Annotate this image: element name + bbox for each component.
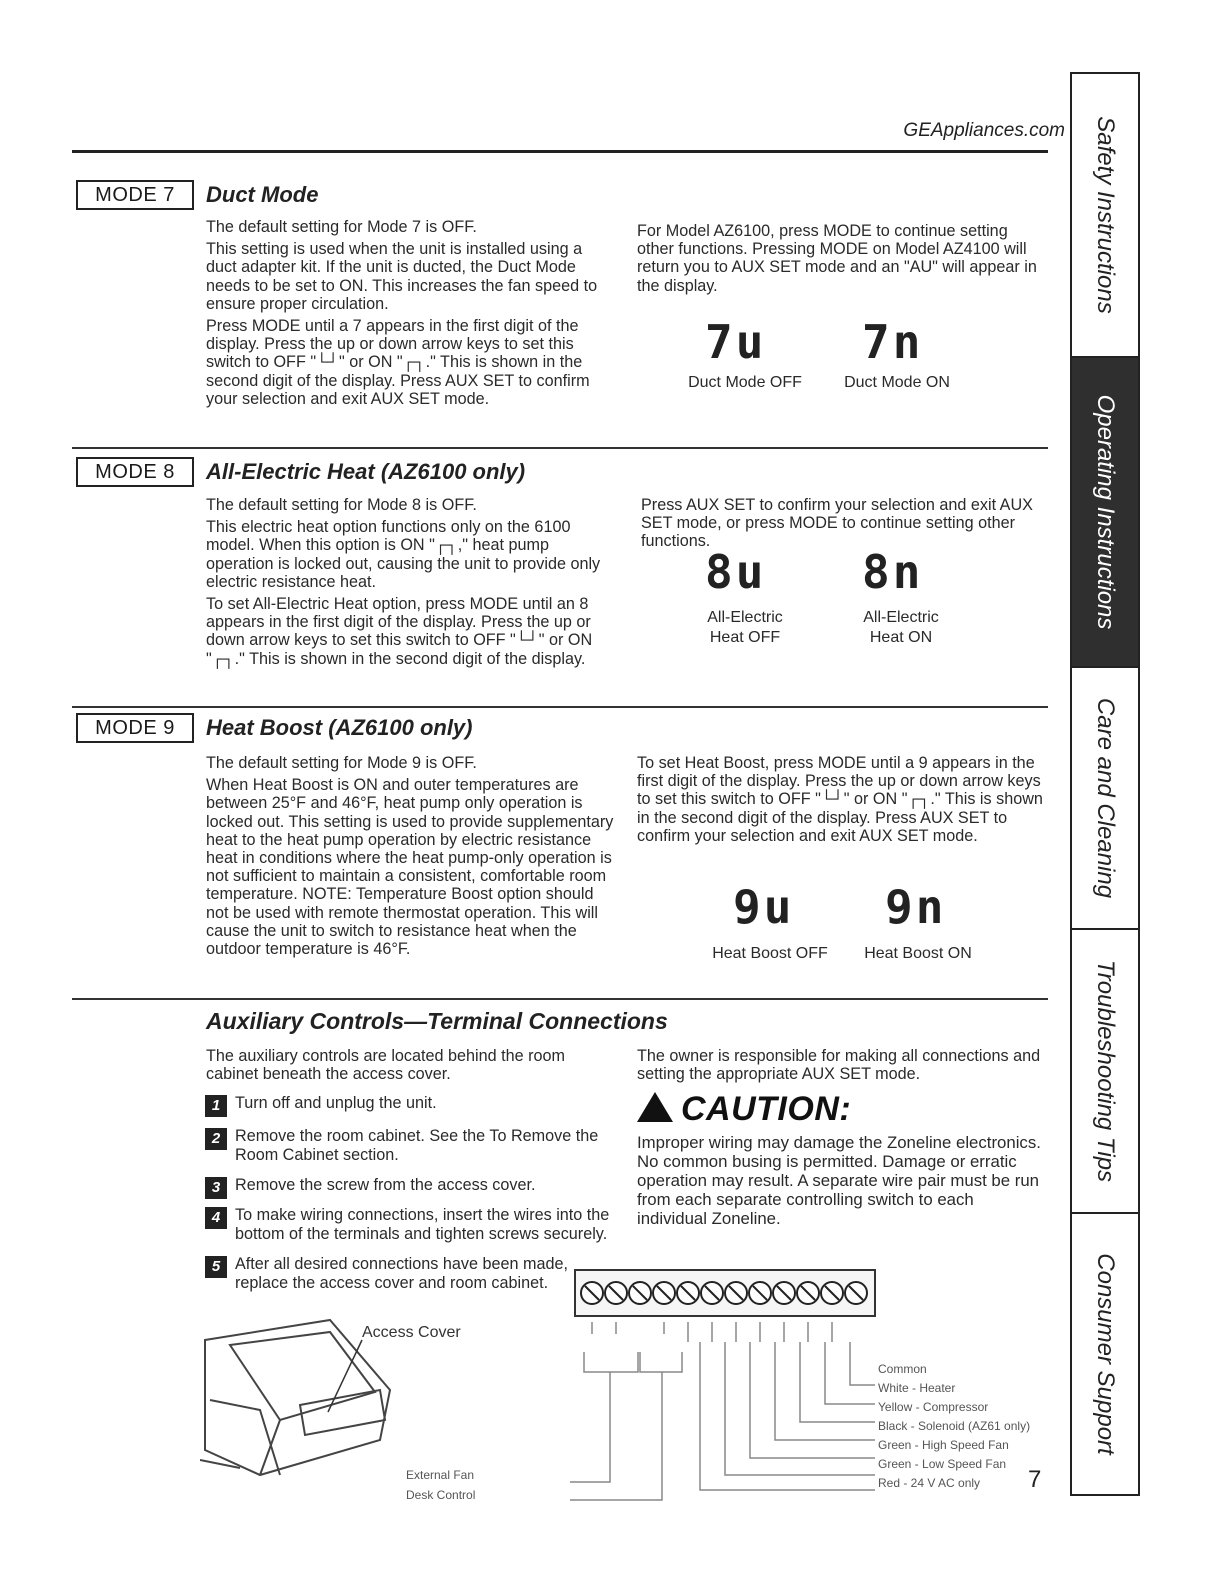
wire-label: Green - High Speed Fan (878, 1438, 1009, 1452)
aux-step-1 (205, 1094, 625, 1122)
tab-label: Operating Instructions (1092, 394, 1119, 630)
aux-step-5 (205, 1255, 625, 1295)
caption-duct-on: Duct Mode ON (844, 374, 950, 391)
section-sidebar (1070, 72, 1140, 1496)
wire-legend (878, 1360, 1030, 1493)
section-divider (72, 998, 1048, 1000)
caption-duct-off: Duct Mode OFF (688, 374, 802, 391)
step-number: 2 (205, 1128, 227, 1150)
access-cover-label: Access Cover (362, 1324, 461, 1341)
terminal-block (570, 1262, 880, 1502)
tab-label: Care and Cleaning (1092, 697, 1119, 899)
mode-9-right-text: To set Heat Boost, press MODE until a 9 appears in the first digit of the display. Press the up or down arrow keys to set this switch to OFF "└┘" or ON "┌┐." This is shown in the second digit of the display. Press AUX SET to confirm your selection and exit AUX SET mode. (637, 754, 1043, 845)
mode-8-title: All-Electric Heat (AZ6100 only) (206, 459, 526, 484)
caption-line: Heat ON (869, 629, 933, 646)
wire-label: Yellow - Compressor (878, 1400, 989, 1414)
aux-step-3 (205, 1176, 625, 1200)
display-all-electric-off: 8u (705, 545, 767, 599)
wire-label: Green - Low Speed Fan (878, 1457, 1007, 1471)
caption-all-electric-off (680, 608, 810, 648)
mode-9-left-text (206, 754, 616, 962)
step-text: Remove the screw from the access cover. (235, 1176, 536, 1194)
aux-title: Auxiliary Controls—Terminal Connections (206, 1008, 668, 1034)
aux-intro: The auxiliary controls are located behind the room cabinet beneath the access cover. (206, 1047, 566, 1084)
aux-right-text: The owner is responsible for making all connections and setting the appropriate AUX SET mode. (637, 1047, 1041, 1084)
step-number: 1 (205, 1095, 227, 1117)
site-url: GEAppliances.com (903, 120, 1065, 141)
aux-step-2 (205, 1127, 625, 1167)
caption-heat-boost-off: Heat Boost OFF (712, 945, 828, 962)
mode-9-title: Heat Boost (AZ6100 only) (206, 715, 473, 740)
caution-heading (637, 1090, 851, 1129)
caution-text: Improper wiring may damage the Zoneline electronics. No common busing is permitted. Damage or erratic operation may result. A separate wire pair must be run from each separate controlling switch to each individual Zoneline. (637, 1133, 1041, 1228)
mode-7-left-text (206, 218, 606, 412)
wire-label: Black - Solenoid (AZ61 only) (878, 1419, 1031, 1433)
wire-label: White - Heater (878, 1381, 956, 1395)
mode-7-badge: MODE 7 (76, 180, 194, 210)
mode-7-right-text: For Model AZ6100, press MODE to continue setting other functions. Pressing MODE on Model AZ4100 will return you to AUX SET mode and an "AU" will appear in the display. (637, 222, 1037, 295)
tab-safety-instructions[interactable] (1072, 74, 1138, 358)
paragraph: This electric heat option functions only on the 6100 model. When this option is ON "┌┐," heat pump operation is locked out, causing the unit to provide only electric resistance heat. (206, 518, 601, 591)
tab-troubleshooting-tips[interactable] (1072, 930, 1138, 1214)
wire-label: Red - 24 V AC only (878, 1476, 981, 1490)
paragraph: To set All-Electric Heat option, press MODE until an 8 appears in the first digit of the display. Press the up or down arrow keys to set this switch to OFF "└┘" or ON "┌┐." This is shown in the second digit of the display. (206, 595, 593, 668)
paragraph: Press MODE until a 7 appears in the first digit of the display. Press the up or down arrow keys to set this switch to OFF "└┘" or ON "┌┐." This is shown in the second digit of the display. Press AUX SET to confirm your selection and exit AUX SET mode. (206, 317, 590, 408)
mode-9-badge: MODE 9 (76, 713, 194, 743)
caption-line: All-Electric (863, 609, 939, 626)
aux-step-4 (205, 1206, 625, 1246)
step-number: 3 (205, 1177, 227, 1199)
caption-all-electric-on (836, 608, 966, 648)
mode-8-left-text (206, 496, 616, 672)
caption-line: All-Electric (707, 609, 783, 626)
section-divider (72, 447, 1048, 449)
terminal-label-desk-control: Desk Control (406, 1488, 476, 1502)
caption-heat-boost-on: Heat Boost ON (864, 945, 972, 962)
display-heat-boost-off: 9u (733, 880, 795, 934)
display-all-electric-on: 8n (862, 545, 924, 599)
display-duct-on: 7n (862, 315, 924, 369)
tab-consumer-support[interactable] (1072, 1214, 1138, 1494)
paragraph: The default setting for Mode 8 is OFF. (206, 496, 477, 514)
tab-care-and-cleaning[interactable] (1072, 668, 1138, 930)
header-rule (72, 150, 1048, 153)
step-number: 4 (205, 1207, 227, 1229)
paragraph: The default setting for Mode 7 is OFF. (206, 218, 477, 236)
tab-label: Troubleshooting Tips (1092, 959, 1119, 1183)
section-divider (72, 706, 1048, 708)
terminal-label-external-fan: External Fan (406, 1468, 475, 1482)
caption-line: Heat OFF (709, 629, 781, 646)
step-number: 5 (205, 1256, 227, 1278)
caution-title: CAUTION: (681, 1090, 852, 1128)
mode-8-badge: MODE 8 (76, 457, 194, 487)
step-text: Remove the room cabinet. See the To Remove the Room Cabinet section. (235, 1127, 599, 1164)
paragraph: This setting is used when the unit is installed using a duct adapter kit. If the unit is ducted, the Duct Mode needs to be set to ON. This increases the fan speed to ensure proper circulation. (206, 240, 598, 313)
mode-8-right-text: Press AUX SET to confirm your selection and exit AUX SET mode, or press MODE to continue setting other functions. (641, 496, 1033, 551)
step-text: After all desired connections have been made, replace the access cover and room cabinet. (235, 1255, 568, 1292)
tab-label: Consumer Support (1092, 1253, 1119, 1455)
page-number: 7 (1028, 1466, 1042, 1493)
mode-7-title: Duct Mode (206, 182, 319, 207)
tab-operating-instructions[interactable] (1072, 358, 1138, 668)
display-heat-boost-on: 9n (885, 880, 947, 934)
tab-label: Safety Instructions (1092, 116, 1119, 314)
step-text: Turn off and unplug the unit. (235, 1094, 437, 1112)
paragraph: When Heat Boost is ON and outer temperatures are between 25°F and 46°F, heat pump only operation is locked out. This setting is used to provide supplementary heat to the heat pump operation by electric resistance heat in conditions where the heat pump-only operation is not sufficient to maintain a consistent, comfortable room temperature. NOTE: Temperature Boost option should not be used with remote thermostat operation. This will cause the unit to switch to resistance heat when the outdoor temperature is 46°F. (206, 776, 614, 959)
wire-label: Common (878, 1362, 927, 1376)
warning-icon (637, 1092, 673, 1122)
display-duct-off: 7u (705, 315, 767, 369)
step-text: To make wiring connections, insert the wires into the bottom of the terminals and tighten screws securely. (235, 1206, 610, 1243)
paragraph: The default setting for Mode 9 is OFF. (206, 754, 477, 772)
